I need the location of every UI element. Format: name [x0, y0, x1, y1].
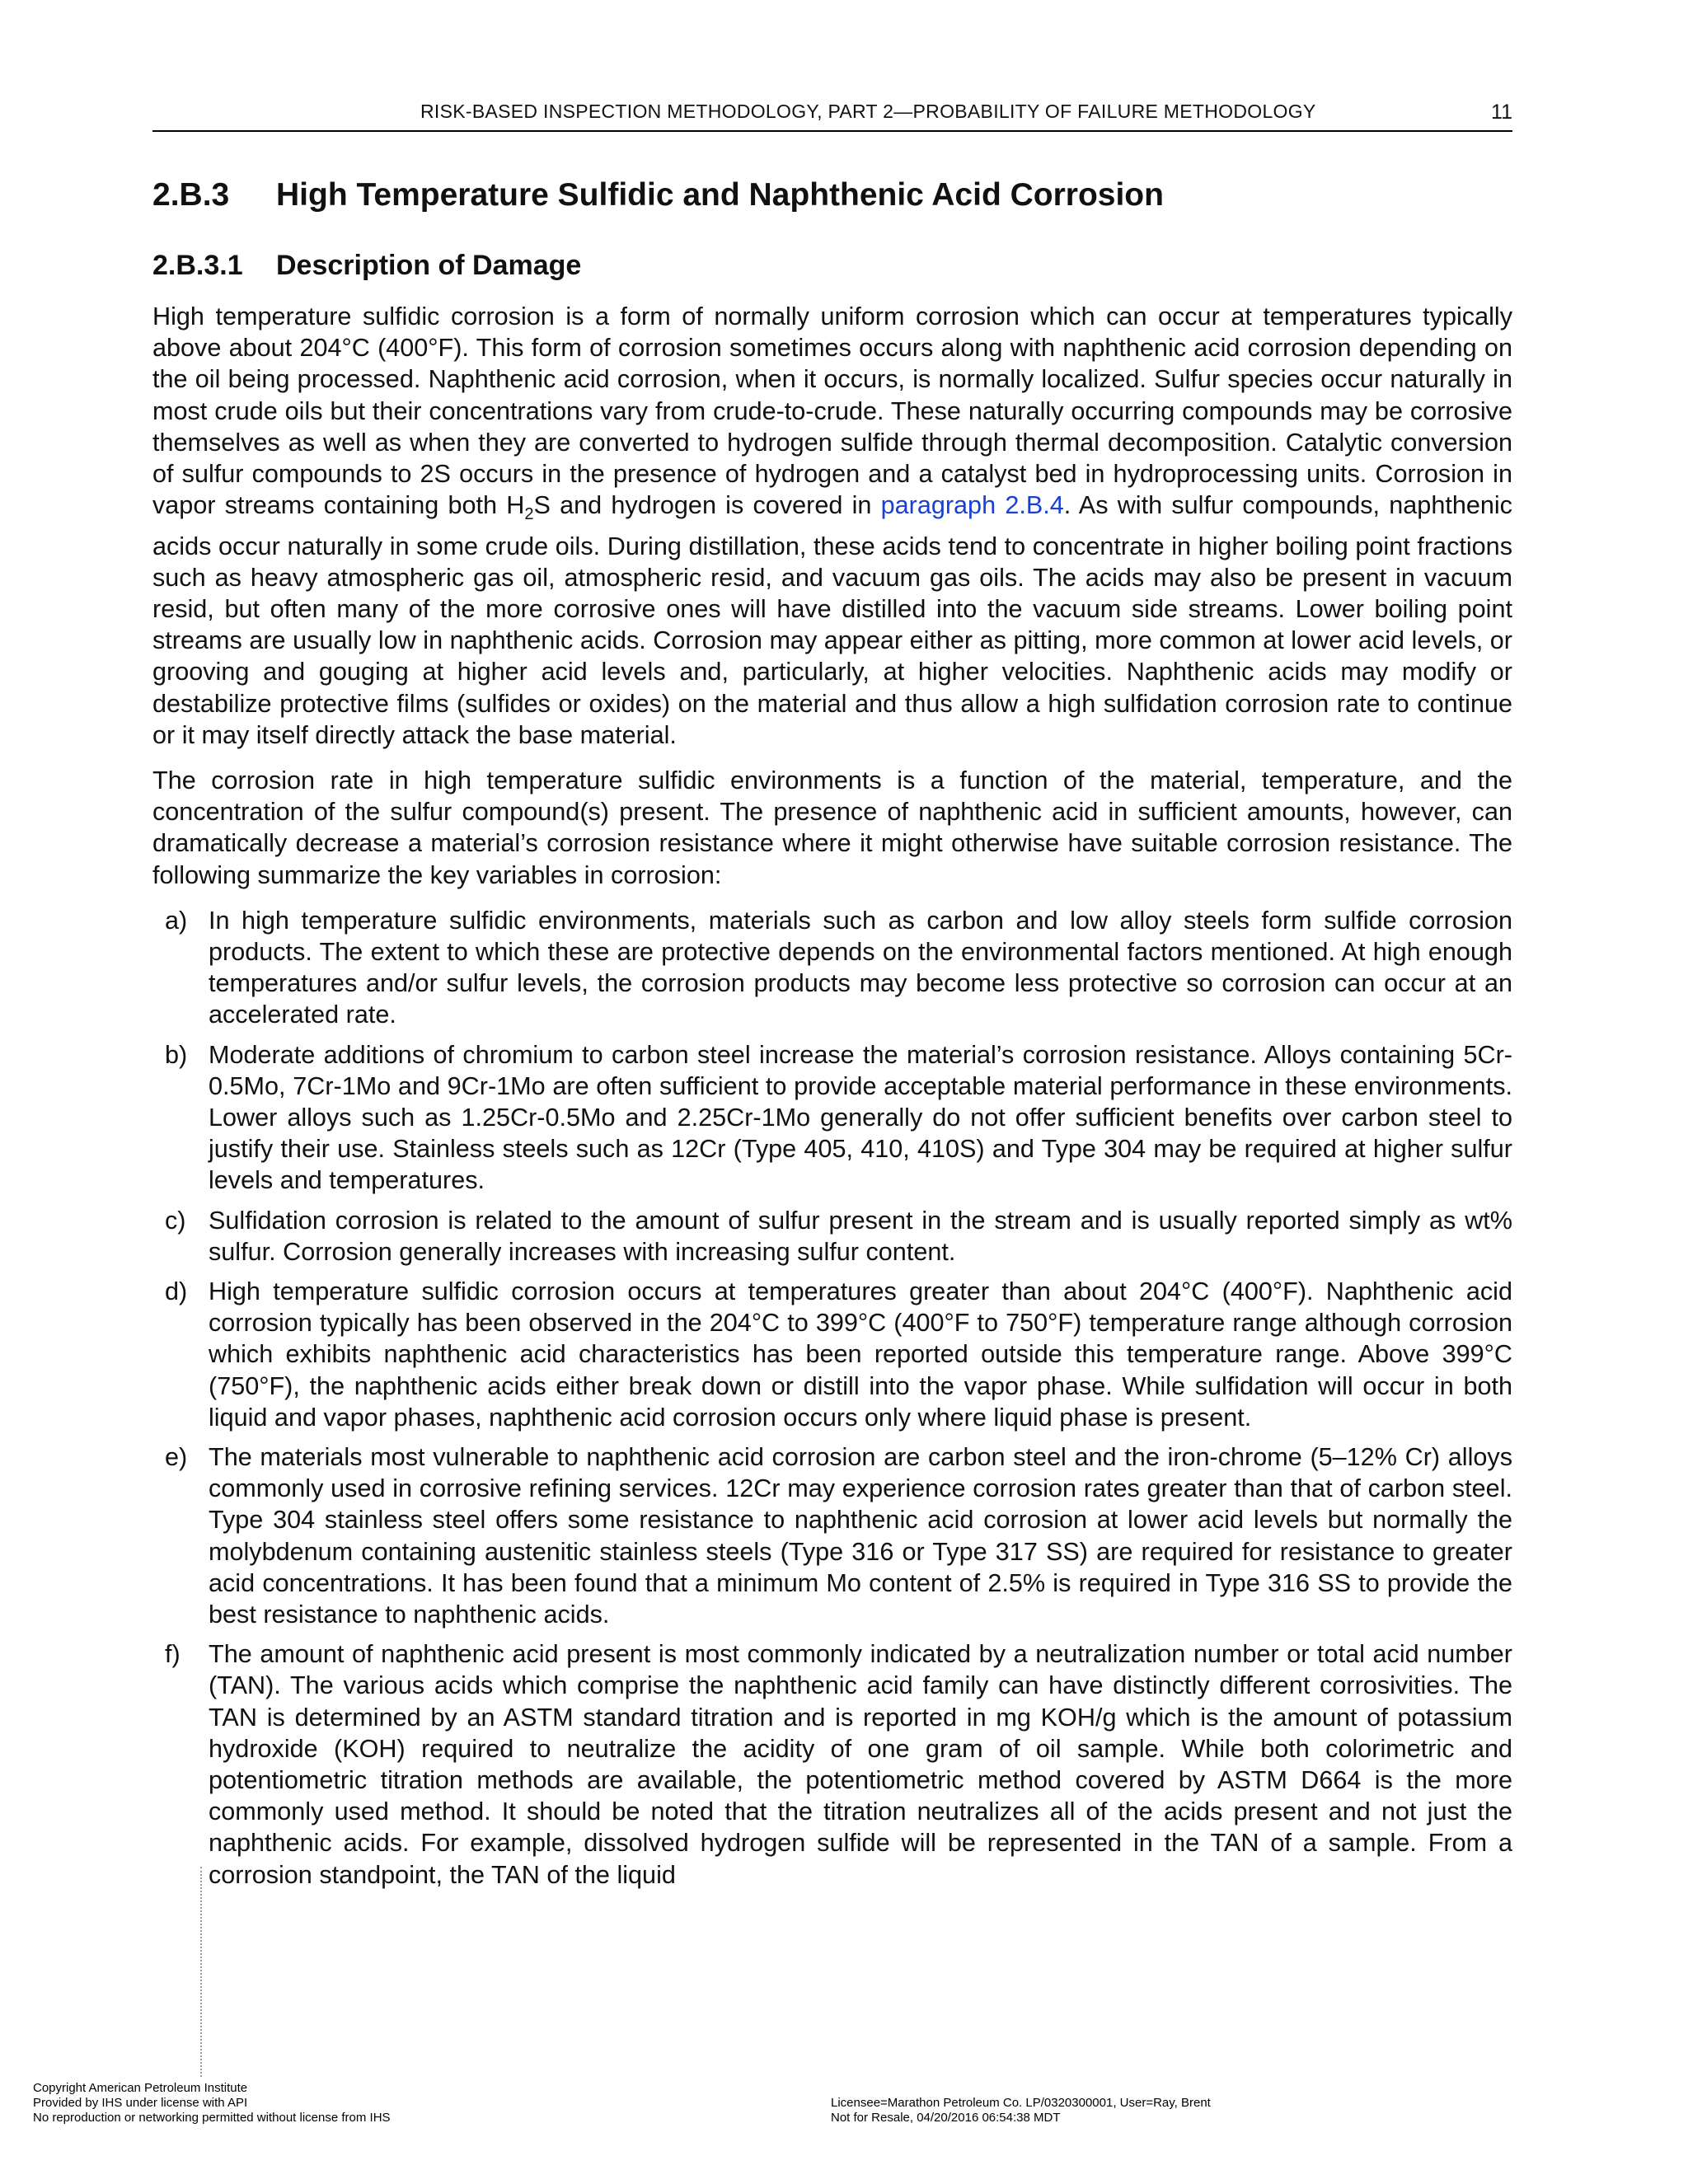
subsection-heading: [152, 250, 581, 282]
footer-license: Licensee=Marathon Petroleum Co. LP/0320300001, User=Ray, Brent Not for Resale, 04/20/2016 06:54:38 MDT: [831, 2096, 1211, 2125]
list-item: f) The amount of naphthenic acid present is most commonly indicated by a neutralization number or total acid number (TAN). The various acids which comprise the naphthenic acid family can have distinctly different corrosivities. The TAN is determined by an ASTM standard titration and is reported in mg KOH/g which is the amount of potassium hydroxide (KOH) required to neutralize the acidity of one gram of oil sample. While both colorimetric and potentiometric titration methods are available, the potentiometric method covered by ASTM D664 is the more commonly used method. It should be noted that the titration neutralizes all of the acids present and not just the naphthenic acids. For example, dissolved hydrogen sulfide will be represented in the TAN of a sample. From a corrosion standpoint, the TAN of the liquid: [165, 1640, 1512, 1889]
list-item: e) The materials most vulnerable to naphthenic acid corrosion are carbon steel and the iron-chrome (5–12% Cr) alloys commonly used in corrosive refining services. 12Cr may experience corrosion rates greater than that of carbon steel. Type 304 stainless steel offers some resistance to naphthenic acid corrosion at lower acid levels but normally the molybdenum containing austenitic stainless steels (Type 316 or Type 317 SS) are required for resistance to greater acid concentrations. It has been found that a minimum Mo content of 2.5% is required in Type 316 SS to provide the best resistance to naphthenic acids.: [165, 1443, 1512, 1629]
paragraph-corrosion-rate: The corrosion rate in high temperature sulfidic environments is a function of the material, temperature, and the concentration of the sulfur compound(s) present. The presence of naphthenic acid in sufficient amounts, however, can dramatically decrease a material’s corrosion resistance where it might otherwise have suitable corrosion resistance. The following summarize the key variables in corrosion:: [152, 766, 1512, 889]
body-text: [152, 301, 1512, 1899]
scan-artifact-dots: [200, 1867, 204, 2077]
page-number: 11: [1491, 101, 1512, 124]
subsection-number: 2.B.3.1: [152, 250, 243, 281]
subsection-title: Description of Damage: [276, 250, 582, 281]
section-heading: [152, 177, 1164, 213]
list-item: a) In high temperature sulfidic environments, materials such as carbon and low alloy steels form sulfide corrosion products. The extent to which these are protective depends on the environmental factors mentioned. At high enough temperatures and/or sulfur levels, the corrosion products may become less protective so corrosion can occur at an accelerated rate.: [165, 906, 1512, 1029]
header-title: RISK-BASED INSPECTION METHODOLOGY, PART 2—PROBABILITY OF FAILURE METHODOLOGY: [420, 101, 1316, 122]
list-item: d) High temperature sulfidic corrosion occurs at temperatures greater than about 204°C (400°F). Naphthenic acid corrosion typically has been observed in the 204°C to 399°C (400°F to 750°F) temperature range although corrosion which exhibits naphthenic acid characteristics has been reported outside this temperature range. Above 399°C (750°F), the naphthenic acids either break down or distill into the vapor phase. While sulfidation will occur in both liquid and vapor phases, naphthenic acid corrosion occurs only where liquid phase is present.: [165, 1277, 1512, 1432]
paragraph-description: High temperature sulfidic corrosion is a form of normally uniform corrosion which can occur at temperatures typically above about 204°C (400°F). This form of corrosion sometimes occurs along with naphthenic acid corrosion depending on the oil being processed. Naphthenic acid corrosion, when it occurs, is normally localized. Sulfur species occur naturally in most crude oils but their concentrations vary from crude-to-crude. These naturally occurring compounds may be corrosive themselves as well as when they are converted to hydrogen sulfide through thermal decomposition. Catalytic conversion of sulfur compounds to 2S occurs in the presence of hydrogen and a catalyst bed in hydroprocessing units. Corrosion in vapor streams containing both $H_2S$ and hydrogen is covered in paragraph 2.B.4. As with sulfur compounds, naphthenic acids occur naturally in some crude oils. During distillation, these acids tend to concentrate in higher boiling point fractions such as heavy atmospheric gas oil, atmospheric resid, and vacuum gas oils. The acids may also be present in vacuum resid, but often many of the more corrosive ones will have distilled into the vacuum side streams. Lower boiling point streams are usually low in naphthenic acids. Corrosion may appear either as pitting, more common at lower acid levels, or grooving and gouging at higher acid levels and, particularly, at higher velocities. Naphthenic acids may modify or destabilize protective films (sulfides or oxides) on the material and thus allow a high sulfidation corrosion rate to continue or it may itself directly attack the base material.: [152, 302, 1512, 749]
running-header: [152, 101, 1512, 132]
list-item: c) Sulfidation corrosion is related to the amount of sulfur present in the stream and is usually reported simply as wt% sulfur. Corrosion generally increases with increasing sulfur content.: [165, 1206, 1512, 1266]
paragraph-link[interactable]: paragraph 2.B.4: [880, 491, 1064, 520]
key-variables-list: [152, 905, 1512, 1891]
section-title: High Temperature Sulfidic and Naphthenic Acid Corrosion: [276, 177, 1164, 213]
footer-copyright: Copyright American Petroleum Institute Provided by IHS under license with API No reproduction or networking permitted without license from IHS: [33, 2081, 391, 2125]
list-item: b) Moderate additions of chromium to carbon steel increase the material’s corrosion resistance. Alloys containing 5Cr-0.5Mo, 7Cr-1Mo and 9Cr-1Mo are often sufficient to provide acceptable material performance in these environments. Lower alloys such as 1.25Cr-0.5Mo and 2.25Cr-1Mo generally do not offer sufficient benefits over carbon steel to justify their use. Stainless steels such as 12Cr (Type 405, 410, 410S) and Type 304 may be required at higher sulfur levels and temperatures.: [165, 1040, 1512, 1195]
section-number: 2.B.3: [152, 177, 230, 213]
